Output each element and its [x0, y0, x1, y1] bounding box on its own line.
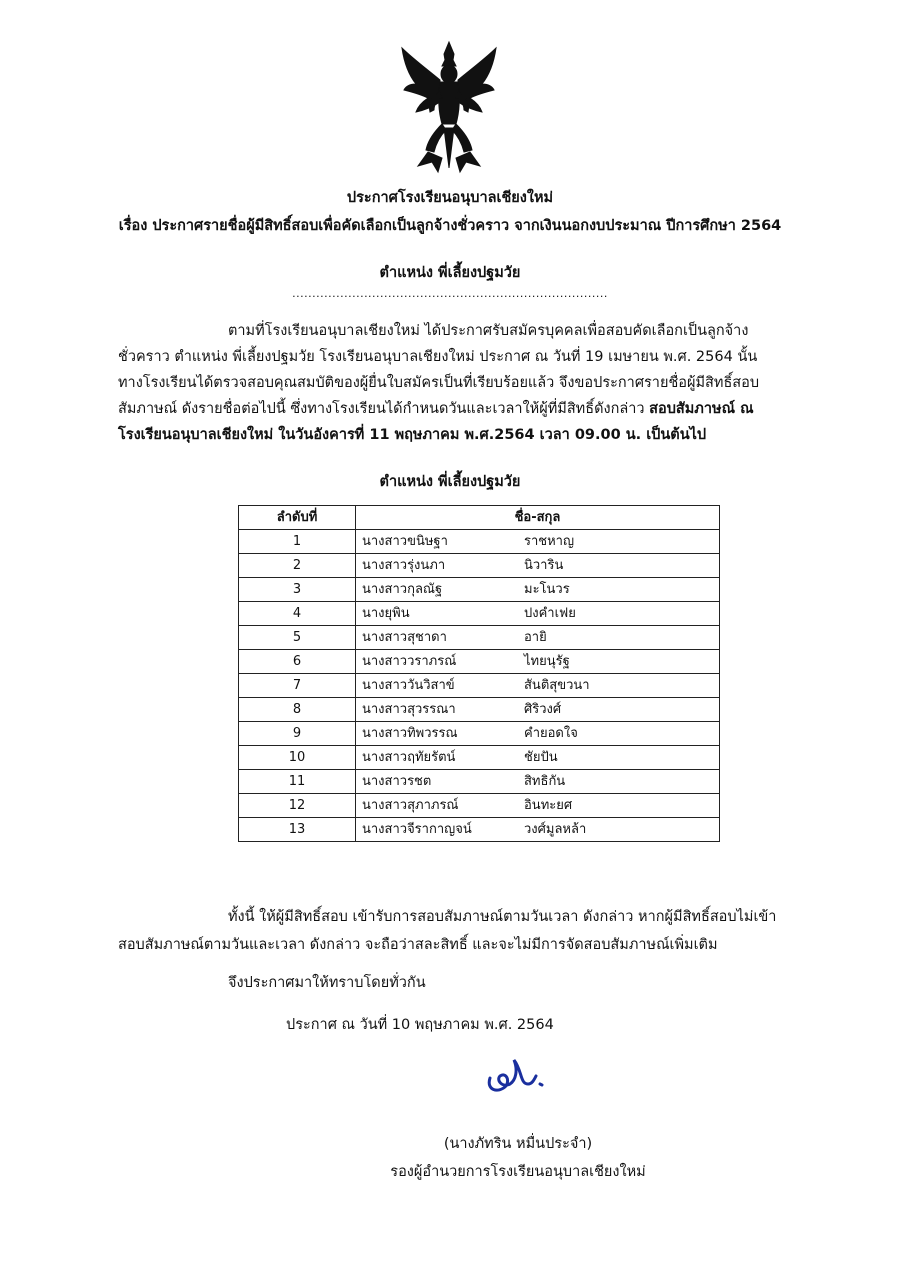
row-number: 3 — [239, 578, 356, 602]
signer-name: (นางภัทริน หมื่นประจำ) — [443, 1136, 593, 1152]
row-number: 1 — [239, 530, 356, 554]
row-last-name: คำยอดใจ — [518, 722, 720, 746]
row-number: 10 — [239, 746, 356, 770]
table-row — [239, 554, 720, 578]
row-number: 11 — [239, 770, 356, 794]
row-first-name: นางสาวรุ่งนภา — [356, 554, 519, 578]
row-first-name: นางสาวขนิษฐา — [356, 530, 519, 554]
table-row — [239, 746, 720, 770]
row-first-name: นางสาววราภรณ์ — [356, 650, 519, 674]
row-first-name: นางสาวรชต — [356, 770, 519, 794]
row-number: 6 — [239, 650, 356, 674]
announcement-title: ประกาศโรงเรียนอนุบาลเชียงใหม่ — [346, 190, 554, 206]
row-number: 9 — [239, 722, 356, 746]
table-row — [239, 626, 720, 650]
row-last-name: มะโนวร — [518, 578, 720, 602]
announce-line: จึงประกาศมาให้ทราบโดยทั่วกัน — [228, 975, 426, 991]
row-last-name: สันติสุขวนา — [518, 674, 720, 698]
table-row — [239, 530, 720, 554]
row-first-name: นางสาวสุวรรณา — [356, 698, 519, 722]
table-row — [239, 770, 720, 794]
table-row — [239, 602, 720, 626]
row-number: 5 — [239, 626, 356, 650]
row-first-name: นางสาวสุชาดา — [356, 626, 519, 650]
body-line — [118, 396, 808, 422]
table-row — [239, 674, 720, 698]
row-first-name: นางยุพิน — [356, 602, 519, 626]
body-line: ตามที่โรงเรียนอนุบาลเชียงใหม่ ได้ประกาศรับสมัครบุคคลเพื่อสอบคัดเลือกเป็นลูกจ้าง — [228, 323, 749, 339]
interview-date-bold: โรงเรียนอนุบาลเชียงใหม่ ในวันอังคารที่ 11 พฤษภาคม พ.ศ.2564 เวลา 09.00 น. เป็นต้นไป — [118, 427, 707, 443]
row-last-name: อินทะยศ — [518, 794, 720, 818]
table-row — [239, 818, 720, 842]
body-line: ชั่วคราว ตำแหน่ง พี่เลี้ยงปฐมวัย โรงเรียนอนุบาลเชียงใหม่ ประกาศ ณ วันที่ 19 เมษายน พ.ศ. 2564 นั้น — [118, 349, 758, 365]
note-line: ทั้งนี้ ให้ผู้มีสิทธิ์สอบ เข้ารับการสอบสัมภาษณ์ตามวันเวลา ดังกล่าว หากผู้มีสิทธิ์สอบไม่เข้า — [228, 909, 777, 925]
body-line: ทางโรงเรียนได้ตรวจสอบคุณสมบัติของผู้ยื่นใบสมัครเป็นที่เรียบร้อยแล้ว จึงขอประกาศรายชื่อผู้มีสิทธิ์สอบ — [118, 375, 760, 391]
announce-date: ประกาศ ณ วันที่ 10 พฤษภาคม พ.ศ. 2564 — [286, 1017, 554, 1033]
row-last-name: ศิริวงศ์ — [518, 698, 720, 722]
body-paragraph — [118, 318, 808, 448]
row-number: 4 — [239, 602, 356, 626]
candidate-table — [238, 505, 720, 842]
table-row — [239, 698, 720, 722]
row-number: 12 — [239, 794, 356, 818]
row-first-name: นางสาวฤทัยรัตน์ — [356, 746, 519, 770]
row-last-name: วงศ์มูลหล้า — [518, 818, 720, 842]
row-last-name: ปงคำเฟย — [518, 602, 720, 626]
table-row — [239, 722, 720, 746]
signature-icon — [484, 1048, 550, 1098]
table-row — [239, 650, 720, 674]
note-line: สอบสัมภาษณ์ตามวันและเวลา ดังกล่าว จะถือว่าสละสิทธิ์ และจะไม่มีการจัดสอบสัมภาษณ์เพิ่มเติม — [118, 937, 718, 953]
table-header-row — [239, 506, 720, 530]
signer-title: รองผู้อำนวยการโรงเรียนอนุบาลเชียงใหม่ — [390, 1164, 646, 1180]
body-line-text: สัมภาษณ์ ดังรายชื่อต่อไปนี้ ซึ่งทางโรงเรียนได้กำหนดวันและเวลาให้ผู้ที่มีสิทธิ์ดังกล่าว — [118, 401, 650, 417]
row-last-name: อายิ — [518, 626, 720, 650]
row-number: 7 — [239, 674, 356, 698]
row-number: 8 — [239, 698, 356, 722]
row-first-name: นางสาวจีรากาญจน์ — [356, 818, 519, 842]
row-first-name: นางสาวกุลณัฐ — [356, 578, 519, 602]
position-heading: ตำแหน่ง พี่เลี้ยงปฐมวัย — [379, 265, 521, 281]
interview-location-bold: สอบสัมภาษณ์ ณ — [649, 401, 754, 417]
row-first-name: นางสาวทิพวรรณ — [356, 722, 519, 746]
row-number: 13 — [239, 818, 356, 842]
row-last-name: ไทยนุรัฐ — [518, 650, 720, 674]
row-first-name: นางสาววันวิสาข์ — [356, 674, 519, 698]
row-last-name: ชัยปัน — [518, 746, 720, 770]
row-last-name: สิทธิกัน — [518, 770, 720, 794]
column-header-name: ชื่อ-สกุล — [356, 506, 720, 530]
garuda-emblem-icon — [398, 40, 500, 178]
row-last-name: ราชหาญ — [518, 530, 720, 554]
column-header-number: ลำดับที่ — [239, 506, 356, 530]
table-row — [239, 578, 720, 602]
row-last-name: นิวาริน — [518, 554, 720, 578]
announcement-subject: เรื่อง ประกาศรายชื่อผู้มีสิทธิ์สอบเพื่อคัดเลือกเป็นลูกจ้างชั่วคราว จากเงินนอกงบประมาณ ปีการศึกษา 2564 — [118, 218, 782, 234]
row-number: 2 — [239, 554, 356, 578]
table-row — [239, 794, 720, 818]
footer-note — [118, 903, 808, 959]
table-heading: ตำแหน่ง พี่เลี้ยงปฐมวัย — [379, 474, 521, 490]
dotted-separator: ............................................................................... — [292, 287, 608, 300]
row-first-name: นางสาวสุภาภรณ์ — [356, 794, 519, 818]
